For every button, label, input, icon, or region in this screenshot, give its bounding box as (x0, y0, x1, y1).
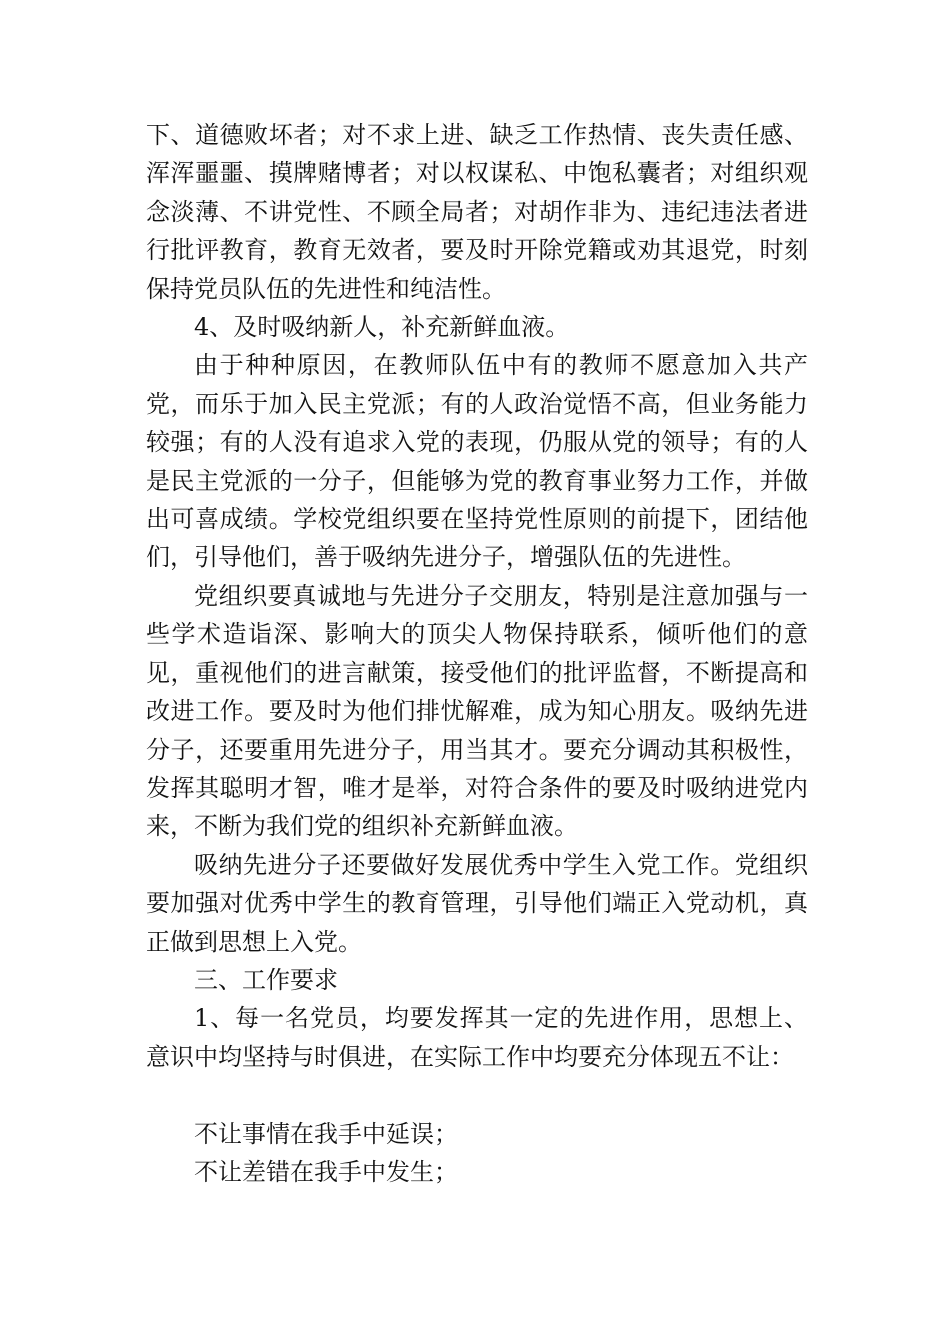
section-heading-work-requirements: 三、工作要求 (194, 965, 338, 994)
paragraph-3: 由于种种原因，在教师队伍中有的教师不愿意加入共产党，而乐于加入民主党派；有的人政治觉悟不高，但业务能力较强；有的人没有追求入党的表现，仍服从党的领导；有的人是民主党派的一分子，但能够为党的教育事业努力工作，并做出可喜成绩。学校党组织要在坚持党性原则的前提下，团结他们，引导他们，善于吸纳先进分子，增强队伍的先进性。 (146, 351, 808, 572)
document-page (146, 116, 808, 1191)
paragraph-5: 吸纳先进分子还要做好发展优秀中学生入党工作。党组织要加强对优秀中学生的教育管理，引导他们端正入党动机，真正做到思想上入党。 (146, 850, 808, 956)
paragraph-1: 下、道德败坏者；对不求上进、缺乏工作热情、丧失责任感、浑浑噩噩、摸牌赌博者；对以权谋私、中饱私囊者；对组织观念淡薄、不讲党性、不顾全局者；对胡作非为、违纪违法者进行批评教育，教育无效者，要及时开除党籍或劝其退党，时刻保持党员队伍的先进性和纯洁性。 (146, 121, 808, 303)
paragraph-2-heading: 4、及时吸纳新人，补充新鲜血液。 (194, 313, 570, 342)
blank-line (146, 1076, 808, 1114)
list-item-1: 不让事情在我手中延误； (194, 1119, 458, 1148)
paragraph-7: 1、每一名党员，均要发挥其一定的先进作用，思想上、意识中均坚持与时俱进，在实际工作中均要充分体现五不让： (146, 1004, 808, 1071)
paragraph-4: 党组织要真诚地与先进分子交朋友，特别是注意加强与一些学术造诣深、影响大的顶尖人物保持联系，倾听他们的意见，重视他们的进言献策，接受他们的批评监督，不断提高和改进工作。要及时为他们排忧解难，成为知心朋友。吸纳先进分子，还要重用先进分子，用当其才。要充分调动其积极性，发挥其聪明才智，唯才是举，对符合条件的要及时吸纳进党内来，不断为我们党的组织补充新鲜血液。 (146, 581, 808, 841)
list-item-2: 不让差错在我手中发生； (194, 1157, 458, 1186)
